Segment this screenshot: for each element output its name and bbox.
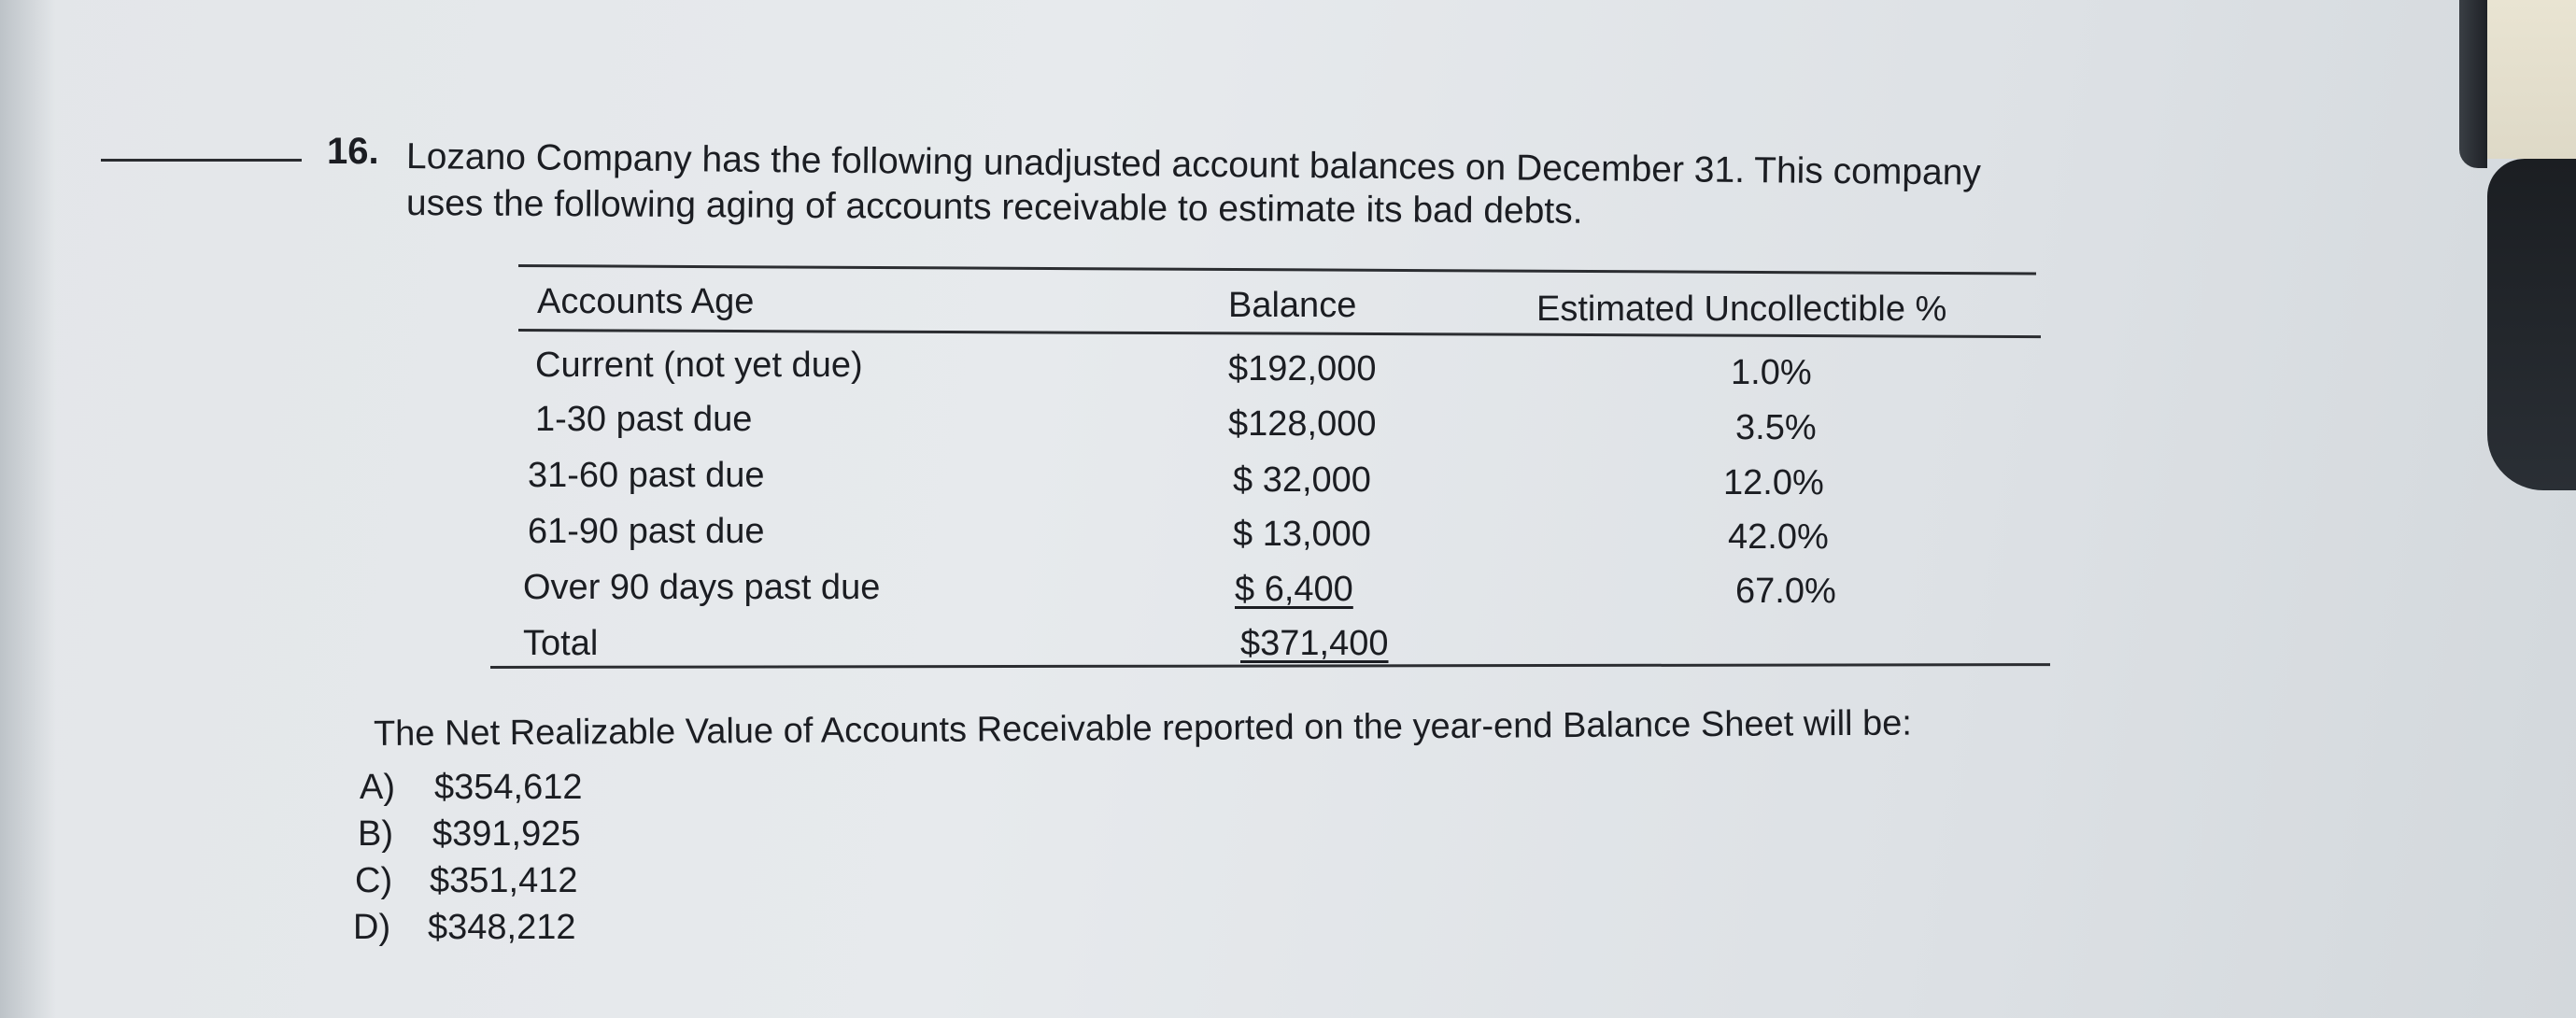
choice-a bbox=[360, 768, 583, 808]
question-prompt: The Net Realizable Value of Accounts Receivable reported on the year-end Balance Sheet will be: bbox=[373, 703, 1913, 754]
question-text-line-2: uses the following aging of accounts receivable to estimate its bad debts. bbox=[405, 183, 1583, 232]
paper-shadow-left bbox=[0, 0, 56, 1018]
choice-d bbox=[353, 908, 576, 948]
total-balance: $371,400 bbox=[1240, 624, 1389, 663]
row-age: Over 90 days past due bbox=[523, 568, 881, 607]
choice-value: $354,612 bbox=[434, 768, 583, 807]
choice-letter: D) bbox=[353, 908, 391, 947]
choice-b bbox=[358, 814, 581, 855]
answer-blank-line bbox=[101, 159, 302, 162]
choice-value: $351,412 bbox=[430, 861, 578, 900]
row-age: Current (not yet due) bbox=[535, 346, 863, 385]
row-pct: 3.5% bbox=[1735, 408, 1817, 447]
row-pct: 67.0% bbox=[1735, 572, 1836, 611]
row-balance: $128,000 bbox=[1228, 404, 1377, 444]
row-pct: 42.0% bbox=[1728, 517, 1829, 557]
row-age: 1-30 past due bbox=[535, 400, 753, 439]
header-uncollectible-pct: Estimated Uncollectible % bbox=[1536, 290, 1947, 329]
background-object-top bbox=[2459, 0, 2487, 168]
question-text-line-1: Lozano Company has the following unadjusted account balances on December 31. This company bbox=[405, 136, 1982, 193]
question-number: 16. bbox=[327, 131, 379, 172]
header-accounts-age: Accounts Age bbox=[537, 282, 755, 321]
choice-value: $348,212 bbox=[428, 908, 576, 947]
total-label: Total bbox=[523, 624, 599, 663]
choice-c bbox=[355, 861, 578, 901]
background-object bbox=[2487, 159, 2576, 490]
row-balance: $ 13,000 bbox=[1233, 515, 1371, 554]
header-balance: Balance bbox=[1228, 286, 1357, 325]
row-age: 61-90 past due bbox=[528, 512, 765, 551]
row-balance: $ 32,000 bbox=[1233, 460, 1371, 500]
choice-letter: B) bbox=[358, 814, 393, 854]
row-balance: $192,000 bbox=[1228, 349, 1377, 389]
choice-letter: C) bbox=[355, 861, 393, 900]
row-age: 31-60 past due bbox=[528, 456, 765, 495]
row-pct: 1.0% bbox=[1731, 353, 1812, 392]
row-balance: $ 6,400 bbox=[1235, 570, 1353, 609]
choice-value: $391,925 bbox=[432, 814, 581, 854]
background-corner bbox=[2487, 0, 2576, 159]
row-pct: 12.0% bbox=[1723, 463, 1824, 502]
choice-letter: A) bbox=[360, 768, 395, 807]
